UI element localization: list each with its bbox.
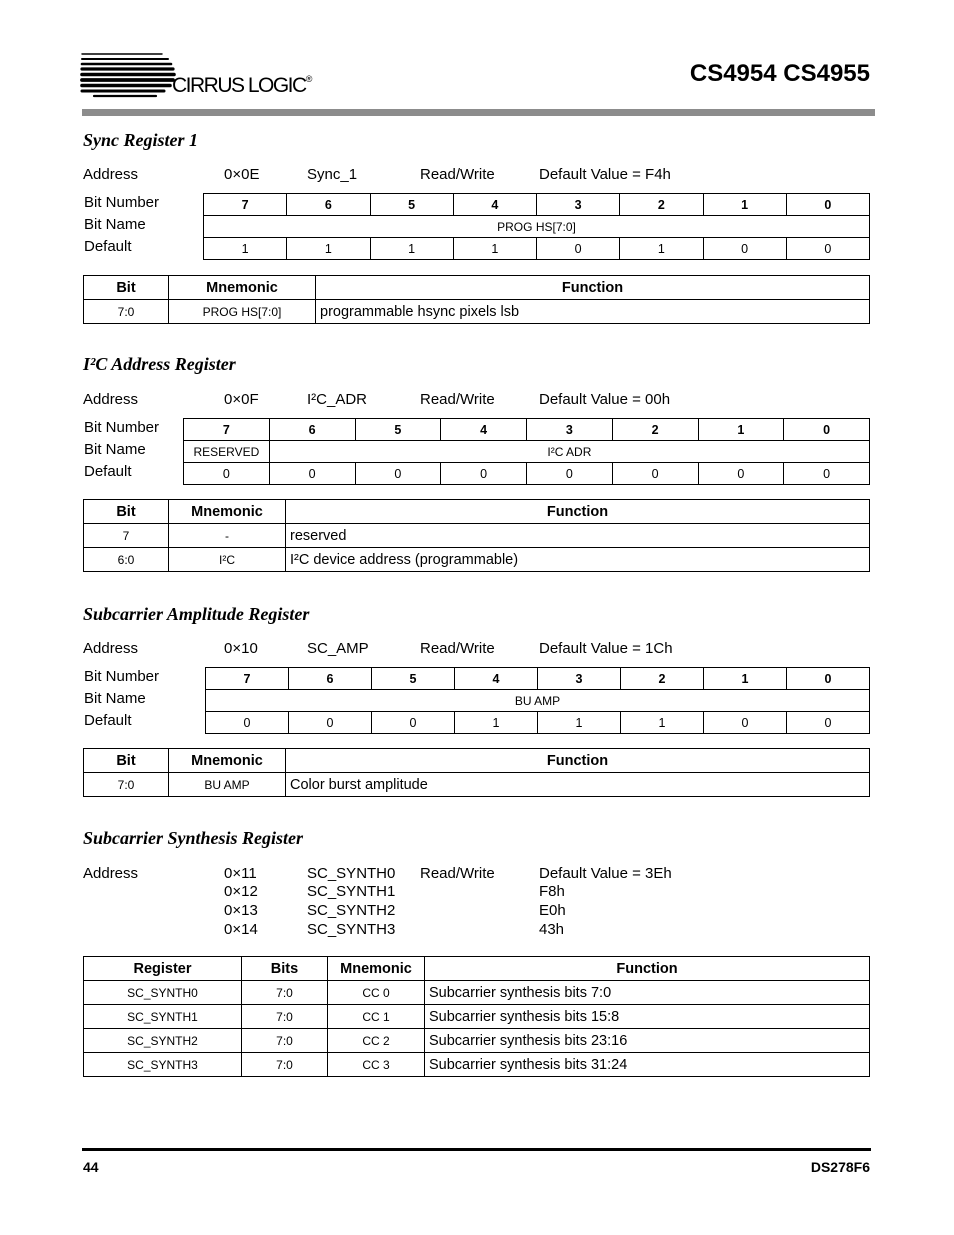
col-header-function: Function [316, 276, 870, 300]
function-cell: Subcarrier synthesis bits 7:0 [425, 981, 870, 1005]
bit-cell: 4 [441, 419, 527, 441]
bit-cell: 3 [537, 194, 620, 216]
mnemonic-cell: I²C [169, 548, 286, 572]
table-row [84, 524, 870, 548]
register-name: SC_AMP [307, 640, 369, 657]
register-cell: SC_SYNTH0 [84, 981, 242, 1005]
default-cell: 0 [355, 463, 441, 485]
registered-mark: ® [305, 74, 311, 84]
address-value: 0×13 [224, 902, 258, 919]
table-row [84, 300, 870, 324]
bit-cell: 7:0 [84, 773, 169, 797]
default-value: 43h [539, 921, 565, 938]
default-cell: 1 [287, 238, 370, 260]
page-number: 44 [83, 1159, 99, 1175]
mnemonic-cell: BU AMP [169, 773, 286, 797]
bit-cell: 1 [703, 194, 786, 216]
default-cell: 0 [703, 238, 786, 260]
col-header-function: Function [286, 500, 870, 524]
bit-number-label: Bit Number [84, 419, 160, 436]
default-value: F8h [539, 883, 565, 900]
document-id: DS278F6 [810, 1159, 870, 1175]
address-value: 0×12 [224, 883, 258, 900]
default-value: Default Value = 1Ch [539, 640, 673, 657]
col-header-bit: Bit [84, 276, 169, 300]
bit-table-sync1 [203, 193, 870, 260]
bit-number-row [206, 668, 870, 690]
col-header-bit: Bit [84, 500, 169, 524]
address-label: Address [83, 865, 139, 882]
address-value: 0×14 [224, 921, 258, 938]
bit-name-label: Bit Name [84, 690, 146, 707]
register-cell: SC_SYNTH2 [84, 1029, 242, 1053]
table-row [84, 773, 870, 797]
company-name: CIRRUS LOGIC [172, 74, 306, 97]
address-value: 0×11 [224, 865, 257, 882]
mnemonic-cell: - [169, 524, 286, 548]
default-cell: 1 [620, 238, 703, 260]
col-header-mnemonic: Mnemonic [169, 500, 286, 524]
default-cell: 0 [787, 712, 870, 734]
bit-name-row [204, 216, 870, 238]
document-title: CS4954 CS4955 [689, 60, 870, 87]
bit-cell: 1 [698, 419, 784, 441]
function-header-row [84, 500, 870, 524]
table-row [84, 1005, 870, 1029]
bit-cell: 2 [620, 194, 703, 216]
function-table-scamp [83, 748, 870, 797]
default-value: Default Value = F4h [539, 166, 671, 183]
bit-cell: 4 [455, 668, 538, 690]
function-cell: I²C device address (programmable) [286, 548, 870, 572]
function-cell: Color burst amplitude [286, 773, 870, 797]
address-value: 0×0F [224, 391, 259, 408]
default-cell: 0 [784, 463, 870, 485]
bits-cell: 7:0 [242, 1053, 328, 1077]
register-name: SC_SYNTH1 [307, 883, 396, 900]
col-header-bit: Bit [84, 749, 169, 773]
default-cell: 1 [204, 238, 287, 260]
table-row [84, 1029, 870, 1053]
bit-cell: 7 [84, 524, 169, 548]
default-cell: 1 [538, 712, 621, 734]
col-header-function: Function [425, 957, 870, 981]
register-name: SC_SYNTH0 [307, 865, 396, 882]
bit-table-scamp [205, 667, 870, 734]
col-header-register: Register [84, 957, 242, 981]
default-cell: 1 [453, 238, 536, 260]
bit-number-row [204, 194, 870, 216]
default-cell: 1 [621, 712, 704, 734]
col-header-mnemonic: Mnemonic [169, 276, 316, 300]
bit-cell: 1 [704, 668, 787, 690]
header-rule [82, 109, 875, 116]
bit-cell: 0 [784, 419, 870, 441]
register-cell: SC_SYNTH3 [84, 1053, 242, 1077]
bit-number-row [184, 419, 870, 441]
default-row [204, 238, 870, 260]
col-header-mnemonic: Mnemonic [169, 749, 286, 773]
bit-cell: 5 [372, 668, 455, 690]
bit-cell: 6 [289, 668, 372, 690]
mnemonic-cell: CC 0 [328, 981, 425, 1005]
bit-cell: 0 [786, 194, 869, 216]
mnemonic-cell: CC 2 [328, 1029, 425, 1053]
bit-cell: 7 [204, 194, 287, 216]
address-value: 0×0E [224, 166, 260, 183]
function-cell: Subcarrier synthesis bits 15:8 [425, 1005, 870, 1029]
default-cell: 0 [289, 712, 372, 734]
section-title-sync1: Sync Register 1 [83, 130, 198, 150]
default-cell: 1 [455, 712, 538, 734]
bit-name-cell: I²C ADR [269, 441, 869, 463]
mnemonic-cell: CC 3 [328, 1053, 425, 1077]
default-cell: 0 [269, 463, 355, 485]
bit-cell: 7 [184, 419, 270, 441]
bits-cell: 7:0 [242, 1005, 328, 1029]
section-title-i2c: I²C Address Register [83, 354, 236, 374]
col-header-function: Function [286, 749, 870, 773]
function-cell: programmable hsync pixels lsb [316, 300, 870, 324]
function-header-row [84, 957, 870, 981]
default-label: Default [84, 238, 132, 255]
default-cell: 0 [184, 463, 270, 485]
company-logo [80, 48, 330, 104]
bit-number-label: Bit Number [84, 194, 160, 211]
bit-cell: 6:0 [84, 548, 169, 572]
default-cell: 0 [441, 463, 527, 485]
function-header-row [84, 749, 870, 773]
function-header-row [84, 276, 870, 300]
table-row [84, 548, 870, 572]
default-cell: 0 [698, 463, 784, 485]
mnemonic-cell: PROG HS[7:0] [169, 300, 316, 324]
register-name: Sync_1 [307, 166, 358, 183]
bit-name-cell: BU AMP [206, 690, 870, 712]
function-cell: Subcarrier synthesis bits 31:24 [425, 1053, 870, 1077]
default-value: Default Value = 3Eh [539, 865, 672, 882]
default-cell: 0 [537, 238, 620, 260]
bit-cell: 3 [538, 668, 621, 690]
bit-cell: 2 [621, 668, 704, 690]
address-label: Address [83, 391, 139, 408]
bit-name-row [206, 690, 870, 712]
bits-cell: 7:0 [242, 1029, 328, 1053]
table-row [84, 981, 870, 1005]
default-row [184, 463, 870, 485]
bit-name-label: Bit Name [84, 216, 146, 233]
footer-rule [82, 1148, 871, 1151]
register-name: SC_SYNTH2 [307, 902, 396, 919]
bit-cell: 5 [370, 194, 453, 216]
default-label: Default [84, 463, 132, 480]
bit-cell: 6 [269, 419, 355, 441]
access-type: Read/Write [420, 166, 495, 183]
function-cell: reserved [286, 524, 870, 548]
address-label: Address [83, 640, 139, 657]
default-cell: 0 [786, 238, 869, 260]
register-name: I²C_ADR [307, 391, 368, 408]
default-value: Default Value = 00h [539, 391, 671, 408]
default-cell: 0 [372, 712, 455, 734]
bit-cell: 0 [787, 668, 870, 690]
bit-cell: 7:0 [84, 300, 169, 324]
bit-name-label: Bit Name [84, 441, 146, 458]
bit-table-i2c [183, 418, 870, 485]
default-cell: 0 [206, 712, 289, 734]
access-type: Read/Write [420, 865, 495, 882]
default-row [206, 712, 870, 734]
access-type: Read/Write [420, 391, 495, 408]
col-header-bits: Bits [242, 957, 328, 981]
bit-cell: 4 [453, 194, 536, 216]
table-row [84, 1053, 870, 1077]
default-value: E0h [539, 902, 566, 919]
bits-cell: 7:0 [242, 981, 328, 1005]
default-cell: 0 [704, 712, 787, 734]
section-title-scamp: Subcarrier Amplitude Register [83, 604, 310, 624]
default-cell: 0 [527, 463, 613, 485]
function-cell: Subcarrier synthesis bits 23:16 [425, 1029, 870, 1053]
mnemonic-cell: CC 1 [328, 1005, 425, 1029]
bit-cell: 5 [355, 419, 441, 441]
address-value: 0×10 [224, 640, 258, 657]
default-cell: 0 [612, 463, 698, 485]
col-header-mnemonic: Mnemonic [328, 957, 425, 981]
register-name: SC_SYNTH3 [307, 921, 396, 938]
bit-cell: 3 [527, 419, 613, 441]
address-label: Address [83, 166, 139, 183]
bit-cell: 7 [206, 668, 289, 690]
function-table-sync1 [83, 275, 870, 324]
function-table-synth [83, 956, 870, 1077]
bit-number-label: Bit Number [84, 668, 160, 685]
bit-name-row [184, 441, 870, 463]
bit-name-cell: PROG HS[7:0] [204, 216, 870, 238]
section-title-synth: Subcarrier Synthesis Register [83, 828, 304, 848]
access-type: Read/Write [420, 640, 495, 657]
default-label: Default [84, 712, 132, 729]
function-table-i2c [83, 499, 870, 572]
bit-name-reserved-cell: RESERVED [184, 441, 270, 463]
bit-cell: 6 [287, 194, 370, 216]
register-cell: SC_SYNTH1 [84, 1005, 242, 1029]
default-cell: 1 [370, 238, 453, 260]
bit-cell: 2 [612, 419, 698, 441]
